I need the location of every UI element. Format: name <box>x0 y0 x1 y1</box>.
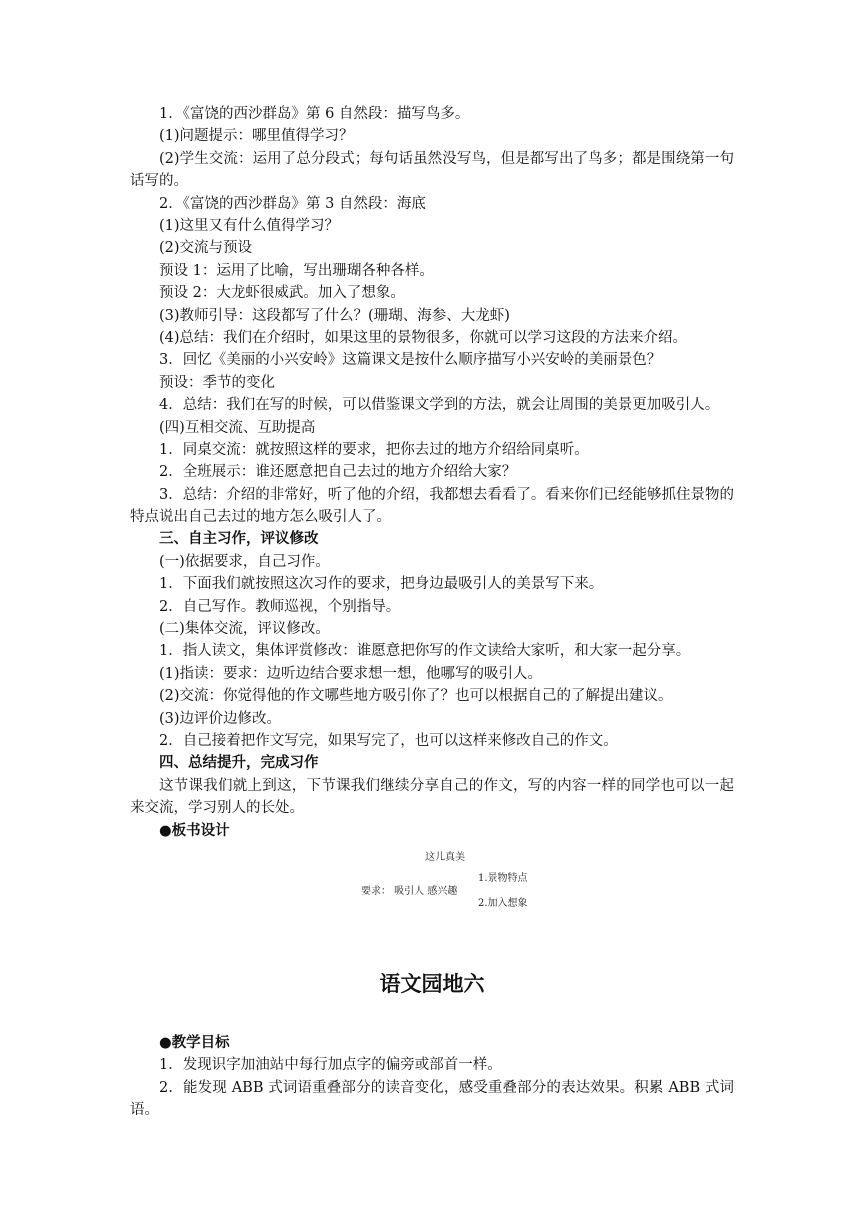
board-title: 这儿真美 <box>425 851 465 863</box>
document-page <box>130 103 734 1122</box>
paragraph: 这节课我们就上到这，下节课我们继续分享自己的作文，写的内容一样的同学也可以一起来交流，学习别人的长处。 <box>130 777 734 817</box>
board-design-heading: ●板书设计 <box>159 822 230 839</box>
text-line: (4)总结：我们在介绍时，如果这里的景物很多，你就可以学习这段的方法来介绍。 <box>159 329 688 346</box>
text-line: (1)问题提示：哪里值得学习？ <box>159 128 354 145</box>
text-line: 2．自己接着把作文写完，如果写完了，也可以这样来修改自己的作文。 <box>159 733 618 749</box>
section-heading: 四、总结提升，完成习作 <box>159 755 319 772</box>
text-line: 4．总结：我们在写的时候，可以借鉴课文学到的方法，就会让周围的美景更加吸引人。 <box>159 397 720 414</box>
text-line: (2)交流：你觉得他的作文哪些地方吸引你了？也可以根据自己的了解提出建议。 <box>159 688 673 705</box>
text-line: (3)教师引导：这段都写了什么？(珊瑚、海参、大龙虾) <box>159 307 510 324</box>
paragraph: 3．总结：介绍的非常好，听了他的介绍，我都想去看看了。看来你们已经能够抓住景物的特点说出自己去过的地方怎么吸引人了。 <box>130 486 734 526</box>
text-line: 预设：季节的变化 <box>159 374 275 391</box>
text-line: (四)互相交流、互助提高 <box>159 419 316 436</box>
board-point-1: 1.景物特点 <box>478 872 528 884</box>
board-point-2: 2.加入想象 <box>478 897 528 909</box>
text-line: (1)指读：要求：边听边结合要求想一想，他哪写的吸引人。 <box>159 665 543 682</box>
section-heading: 三、自主习作，评议修改 <box>159 531 319 548</box>
text-line: (2)交流与预设 <box>159 240 253 257</box>
text-line: (二)集体交流，评议修改。 <box>159 621 330 638</box>
text-line: (一)依据要求，自己习作。 <box>159 553 330 570</box>
text-line: 2．自己写作。教师巡视，个别指导。 <box>159 598 401 615</box>
board-requirement: 要求： 吸引人 感兴趣 <box>361 885 458 897</box>
text-line: 1．同桌交流：就按照这样的要求，把你去过的地方介绍给同桌听。 <box>159 441 589 458</box>
goals-heading: ●教学目标 <box>159 1034 230 1051</box>
board-design <box>130 842 734 924</box>
text-line: 1．发现识字加油站中每行加点字的偏旁或部首一样。 <box>159 1057 502 1074</box>
text-line: 2．《富饶的西沙群岛》第 3 自然段：海底 <box>159 195 426 212</box>
text-line: (1)这里又有什么值得学习？ <box>159 217 340 234</box>
section-title: 语文园地六 <box>379 971 485 996</box>
text-line: 1．下面我们就按照这次习作的要求，把身边最吸引人的美景写下来。 <box>159 576 604 593</box>
paragraph: (2)学生交流：运用了总分段式；每句话虽然没写鸟，但是都写出了鸟多；都是围绕第一句话写的。 <box>130 150 734 190</box>
text-line: (3)边评价边修改。 <box>159 710 282 727</box>
paragraph: 2．能发现 ABB 式词语重叠部分的读音变化，感受重叠部分的表达效果。积累 ABB 式词语。 <box>130 1079 734 1119</box>
text-line: 预设 1：运用了比喻，写出珊瑚各种各样。 <box>159 262 434 279</box>
text-line: 3．回忆《美丽的小兴安岭》这篇课文是按什么顺序描写小兴安岭的美丽景色？ <box>159 352 662 369</box>
text-line: 预设 2：大龙虾很威武。加入了想象。 <box>159 285 405 302</box>
text-line: 1．指人读文，集体评赏修改：谁愿意把你写的作文读给大家听，和大家一起分享。 <box>159 643 691 660</box>
text-line: 2．全班展示：谁还愿意把自己去过的地方介绍给大家？ <box>159 464 517 481</box>
text-line: 1．《富饶的西沙群岛》第 6 自然段：描写鸟多。 <box>159 106 470 122</box>
